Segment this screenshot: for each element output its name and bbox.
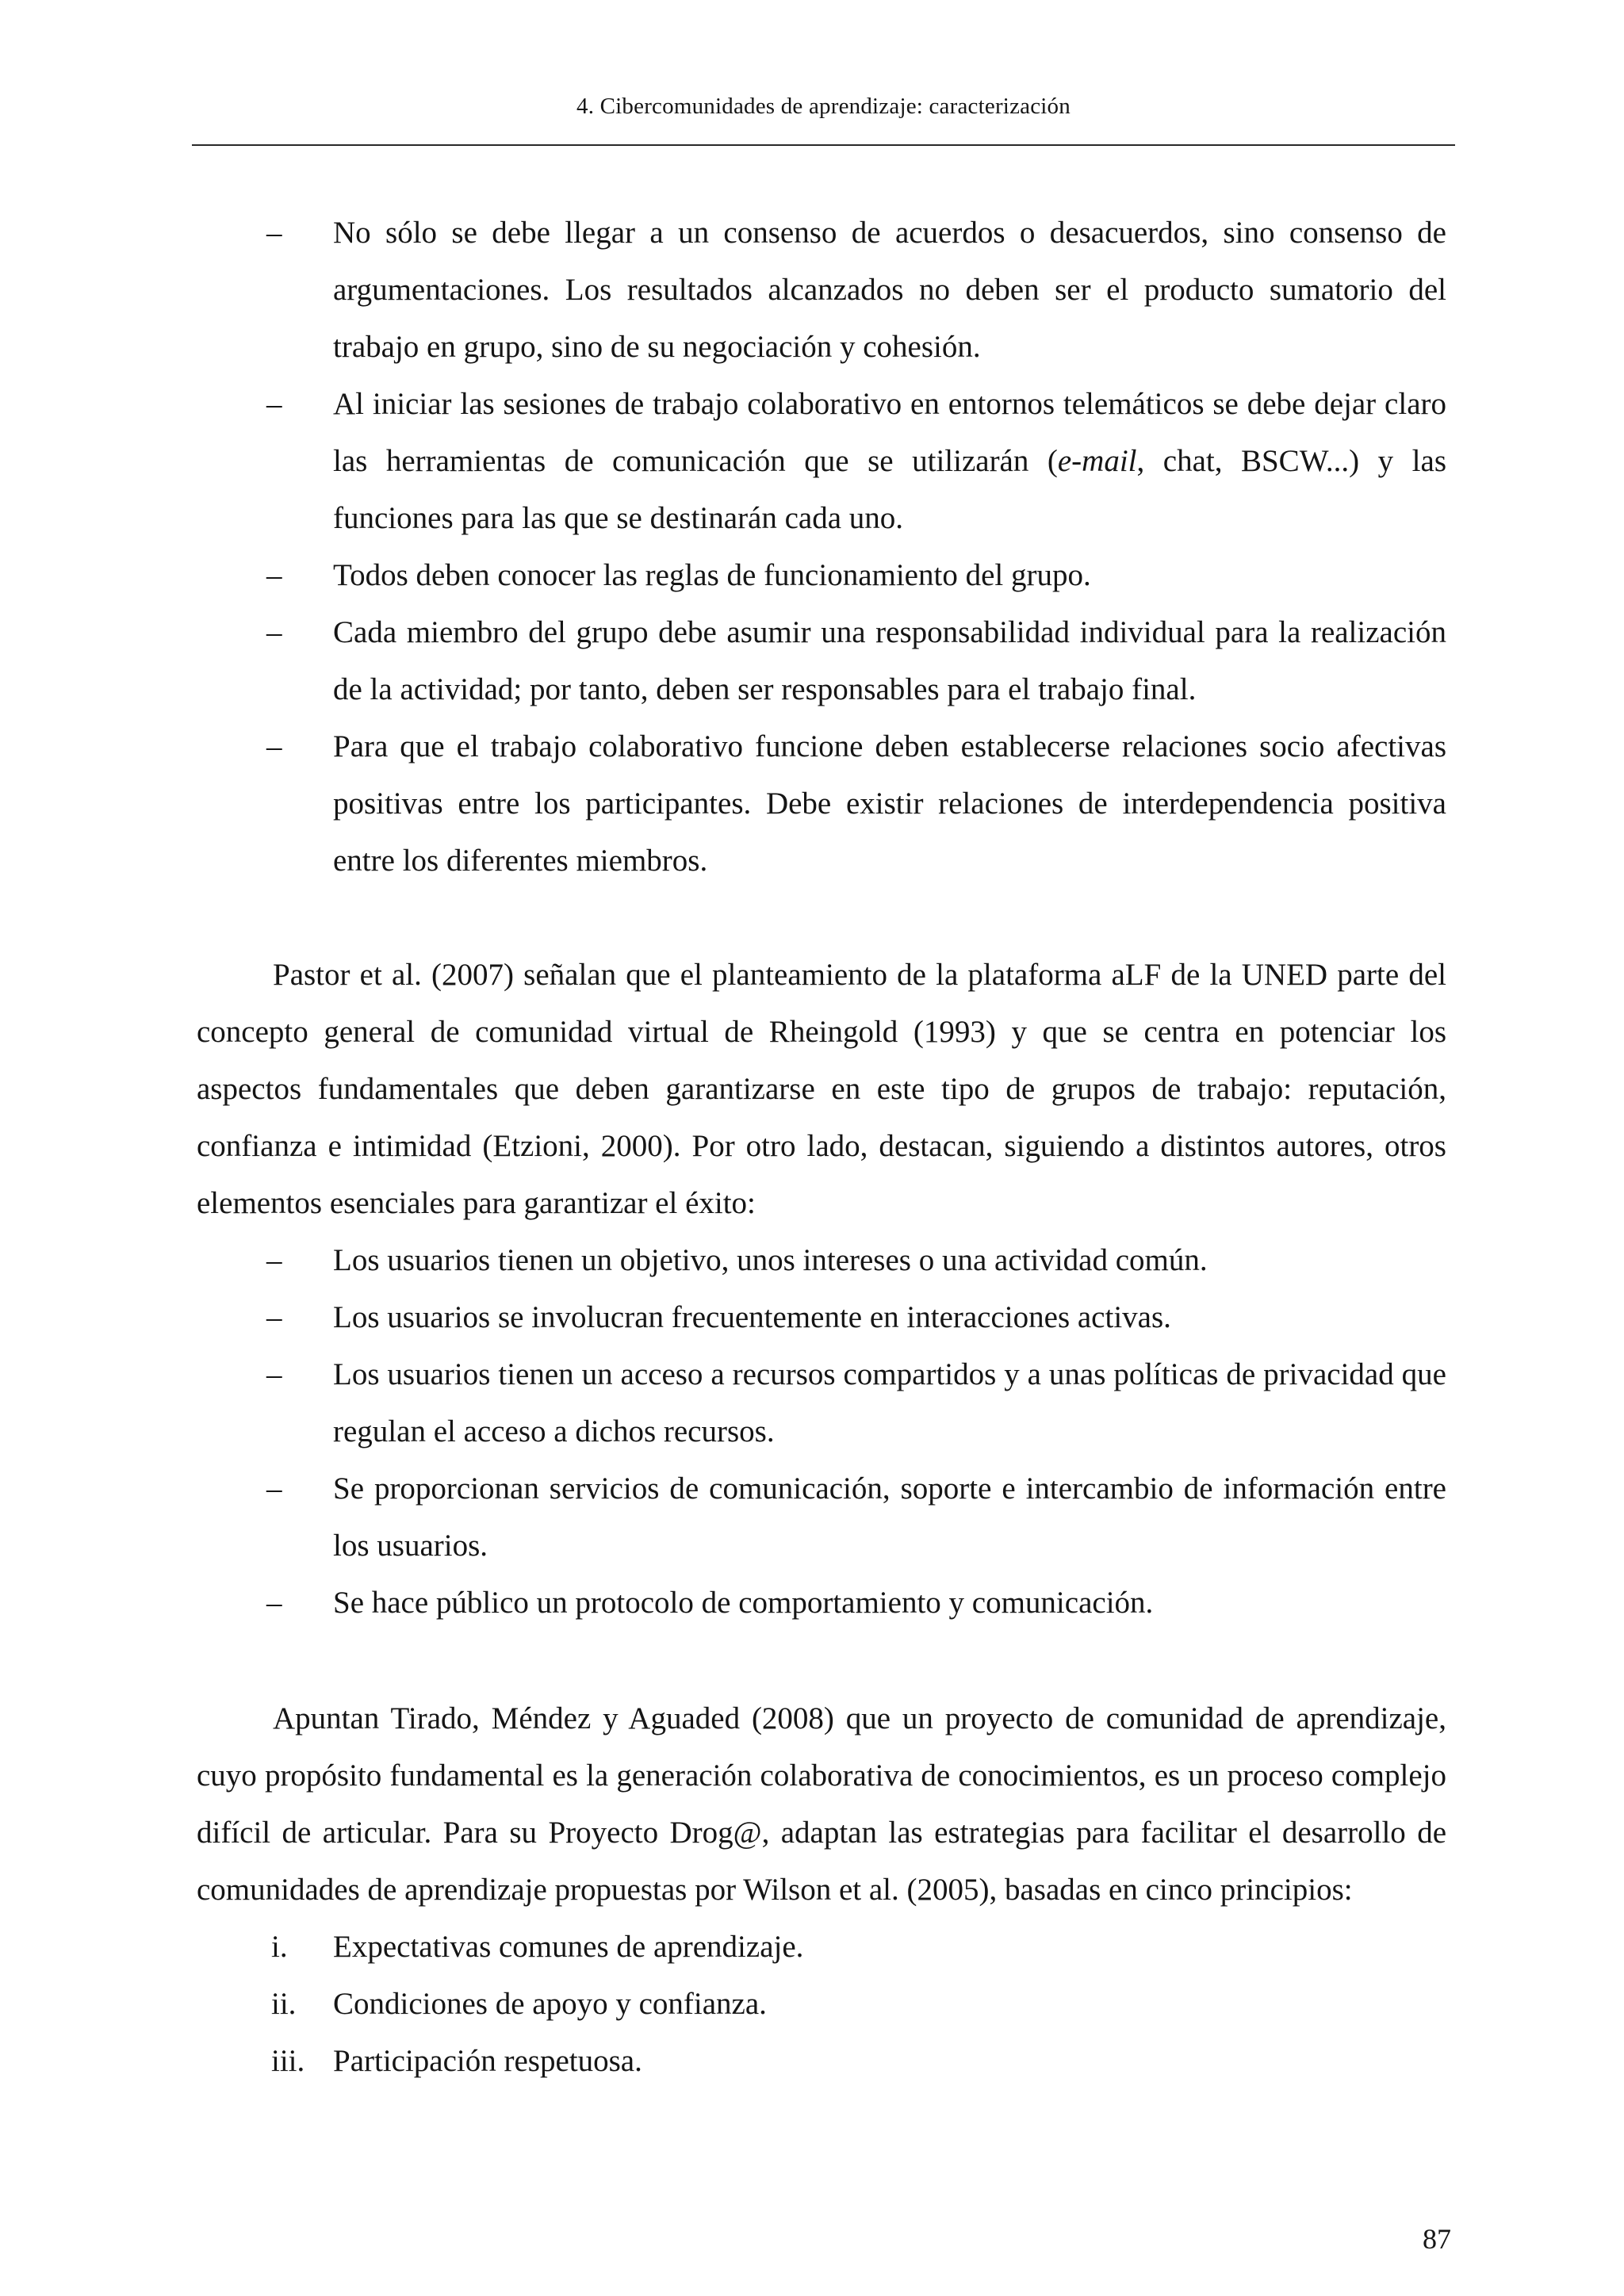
list-item xyxy=(197,1289,1446,1346)
list-item xyxy=(197,1232,1446,1289)
considerations-list xyxy=(197,205,1446,890)
dash-marker: – xyxy=(266,729,282,763)
principles-list xyxy=(197,1919,1446,2090)
list-item xyxy=(197,1575,1446,1632)
list-item-text: Expectativas comunes de aprendizaje. xyxy=(333,1930,804,1964)
list-item-text: Se proporcionan servicios de comunicación, soporte e intercambio de información entre los usuarios. xyxy=(333,1471,1446,1563)
list-item-text: Cada miembro del grupo debe asumir una responsabilidad individual para la realización de la actividad; por tanto, deben ser responsables para el trabajo final. xyxy=(333,615,1446,706)
list-item-text-part: Al iniciar las sesiones de trabajo colaborativo en entornos telemáticos se debe dejar claro las herramientas de comunicación que se utilizarán ( xyxy=(333,387,1446,478)
list-item xyxy=(197,1976,1446,2033)
page-body xyxy=(197,205,1446,2090)
list-item xyxy=(197,1346,1446,1460)
paragraph-spacer xyxy=(197,1632,1446,1690)
body-paragraph: Apuntan Tirado, Méndez y Aguaded (2008) que un proyecto de comunidad de aprendizaje, cuyo propósito fundamental es la generación colaborativa de conocimientos, es un proceso complejo difícil de articular. Para su Proyecto Drog@, adaptan las estrategias para facilitar el desarrollo de comunidades de aprendizaje propuestas por Wilson et al. (2005), basadas en cinco principios: xyxy=(197,1701,1446,1907)
list-item xyxy=(197,1460,1446,1575)
list-item xyxy=(197,1919,1446,1976)
page-number: 87 xyxy=(1423,2223,1451,2255)
list-item xyxy=(197,547,1446,604)
body-paragraph: Pastor et al. (2007) señalan que el planteamiento de la plataforma aLF de la UNED parte del concepto general de comunidad virtual de Rheingold (1993) y que se centra en potenciar los aspectos fundamentales que deben garantizarse en este tipo de grupos de trabajo: reputación, confianza e intimidad (Etzioni, 2000). Por otro lado, destacan, siguiendo a distintos autores, otros elementos esenciales para garantizar el éxito: xyxy=(197,958,1446,1220)
list-item xyxy=(197,376,1446,547)
list-item-text: Se hace público un protocolo de comportamiento y comunicación. xyxy=(333,1586,1154,1620)
list-item xyxy=(197,604,1446,718)
dash-marker: – xyxy=(266,216,282,250)
list-item-text: No sólo se debe llegar a un consenso de acuerdos o desacuerdos, sino consenso de argumentaciones. Los resultados alcanzados no deben ser el producto sumatorio del trabajo en grupo, sino de su negociación y cohesión. xyxy=(333,216,1446,364)
list-item-text-part: , chat, BSCW...) y las funciones para las que se destinarán cada uno. xyxy=(333,444,1446,535)
paragraph-spacer xyxy=(197,890,1446,947)
roman-numeral-marker: ii. xyxy=(271,1987,297,2021)
success-elements-list xyxy=(197,1232,1446,1632)
list-item-text: Para que el trabajo colaborativo funcione deben establecerse relaciones socio afectivas positivas entre los participantes. Debe existir relaciones de interdependencia positiva entre los diferentes miembros. xyxy=(333,729,1446,878)
list-item xyxy=(197,2033,1446,2090)
dash-marker: – xyxy=(266,615,282,649)
roman-numeral-marker: i. xyxy=(271,1930,288,1964)
list-item-text: Los usuarios tienen un objetivo, unos intereses o una actividad común. xyxy=(333,1243,1208,1277)
list-item-text xyxy=(333,387,1446,535)
dash-marker: – xyxy=(266,387,282,421)
dash-marker: – xyxy=(266,1471,282,1506)
running-header: 4. Cibercomunidades de aprendizaje: caracterización xyxy=(576,94,1071,119)
list-item-text: Los usuarios se involucran frecuentemente en interacciones activas. xyxy=(333,1300,1171,1334)
dash-marker: – xyxy=(266,1300,282,1334)
roman-numeral-marker: iii. xyxy=(271,2044,305,2078)
list-item-text: Los usuarios tienen un acceso a recursos compartidos y a unas políticas de privacidad que regulan el acceso a dichos recursos. xyxy=(333,1357,1446,1448)
dash-marker: – xyxy=(266,1243,282,1277)
dash-marker: – xyxy=(266,1586,282,1620)
list-item xyxy=(197,205,1446,376)
list-item-text: Participación respetuosa. xyxy=(333,2044,642,2078)
header-divider xyxy=(192,144,1455,146)
list-item-emphasis: e-mail xyxy=(1057,444,1137,478)
list-item-text: Condiciones de apoyo y confianza. xyxy=(333,1987,767,2021)
list-item-text: Todos deben conocer las reglas de funcionamiento del grupo. xyxy=(333,558,1091,592)
dash-marker: – xyxy=(266,558,282,592)
list-item xyxy=(197,718,1446,890)
dash-marker: – xyxy=(266,1357,282,1391)
